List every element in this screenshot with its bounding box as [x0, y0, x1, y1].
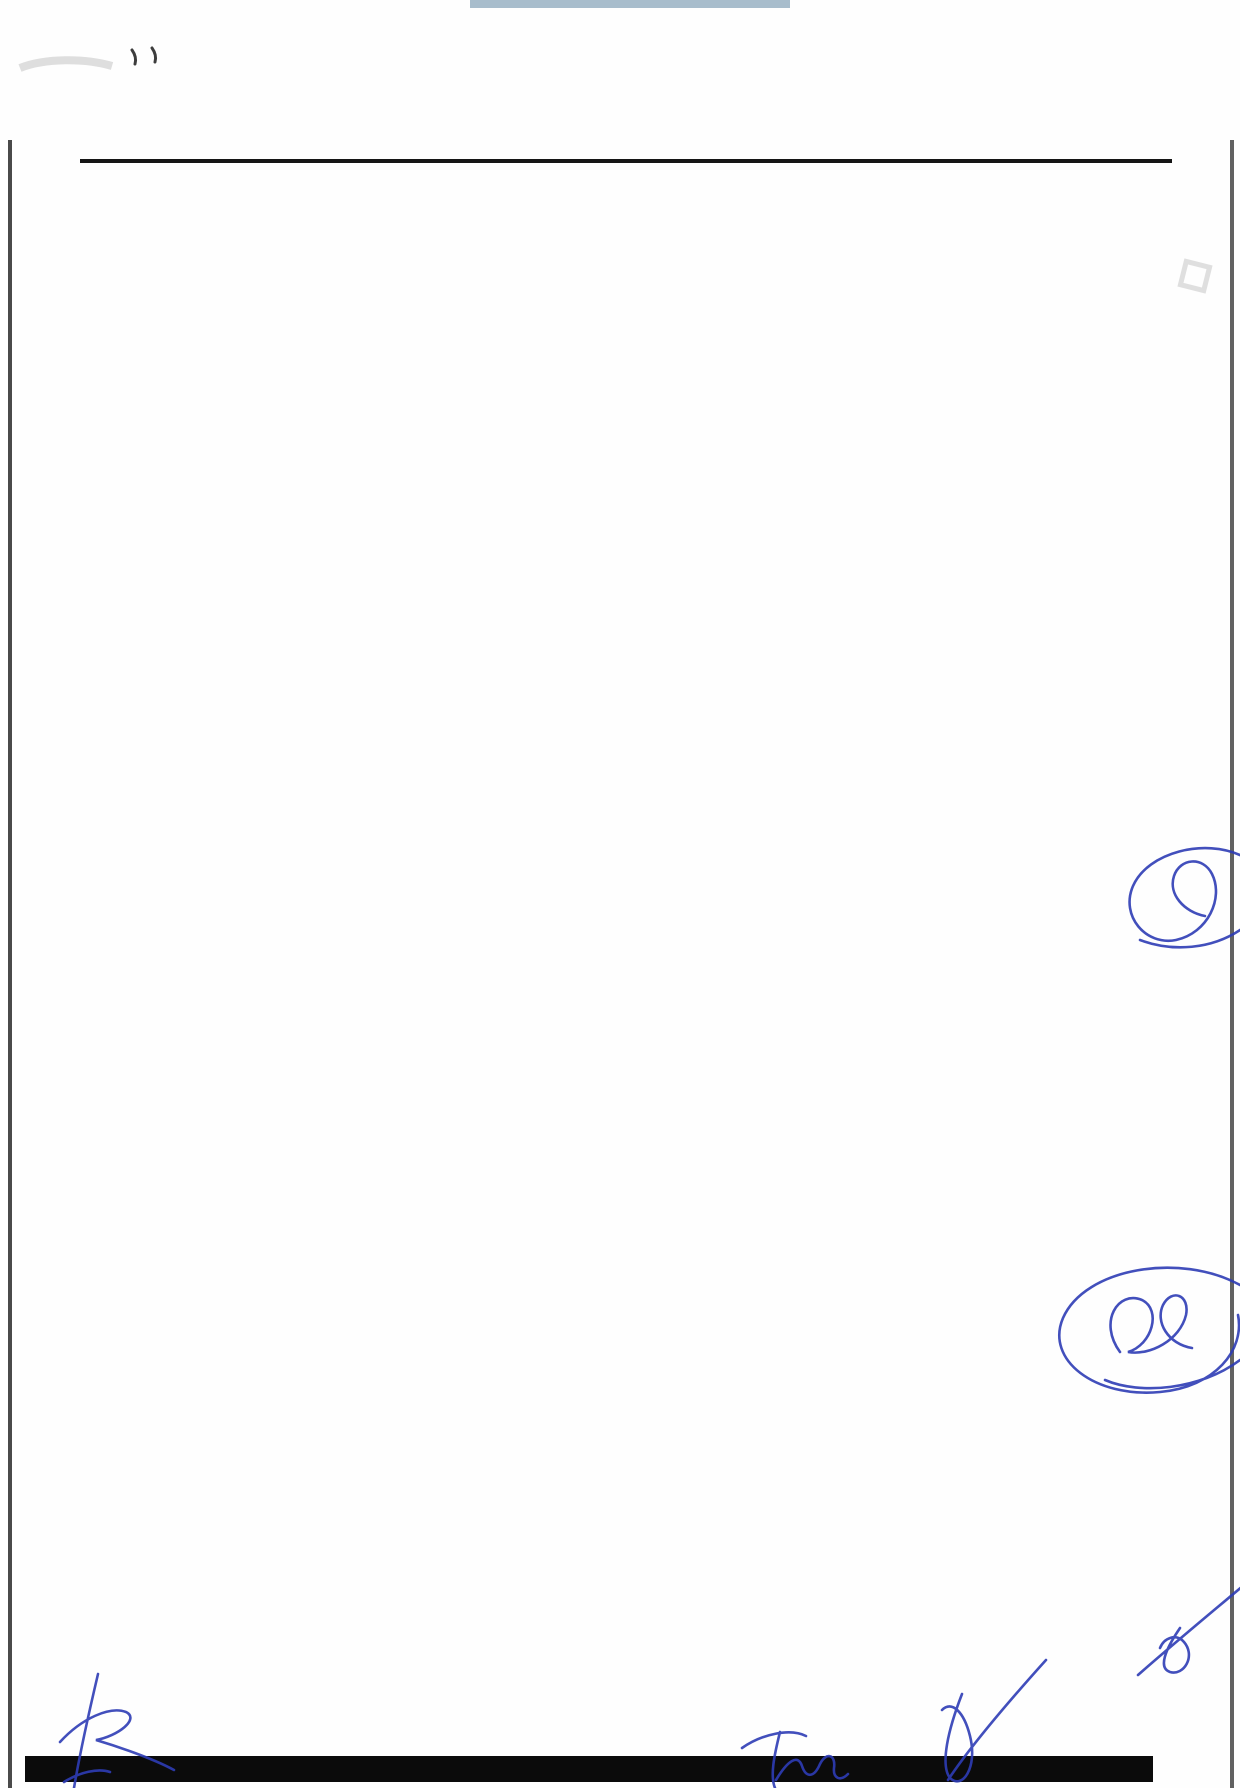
handwritten-signature-right-1 — [1130, 848, 1240, 947]
scan-artifact-bottom-bar — [25, 1756, 1153, 1782]
handwritten-signature-right-2 — [1059, 1268, 1240, 1393]
header-rule — [80, 159, 1172, 163]
scan-smudge — [1180, 261, 1209, 290]
scan-border-right — [1230, 140, 1234, 1788]
handwritten-signature-right-3 — [1138, 1585, 1240, 1675]
scan-border-left — [8, 140, 12, 1788]
document-header — [0, 0, 1240, 168]
